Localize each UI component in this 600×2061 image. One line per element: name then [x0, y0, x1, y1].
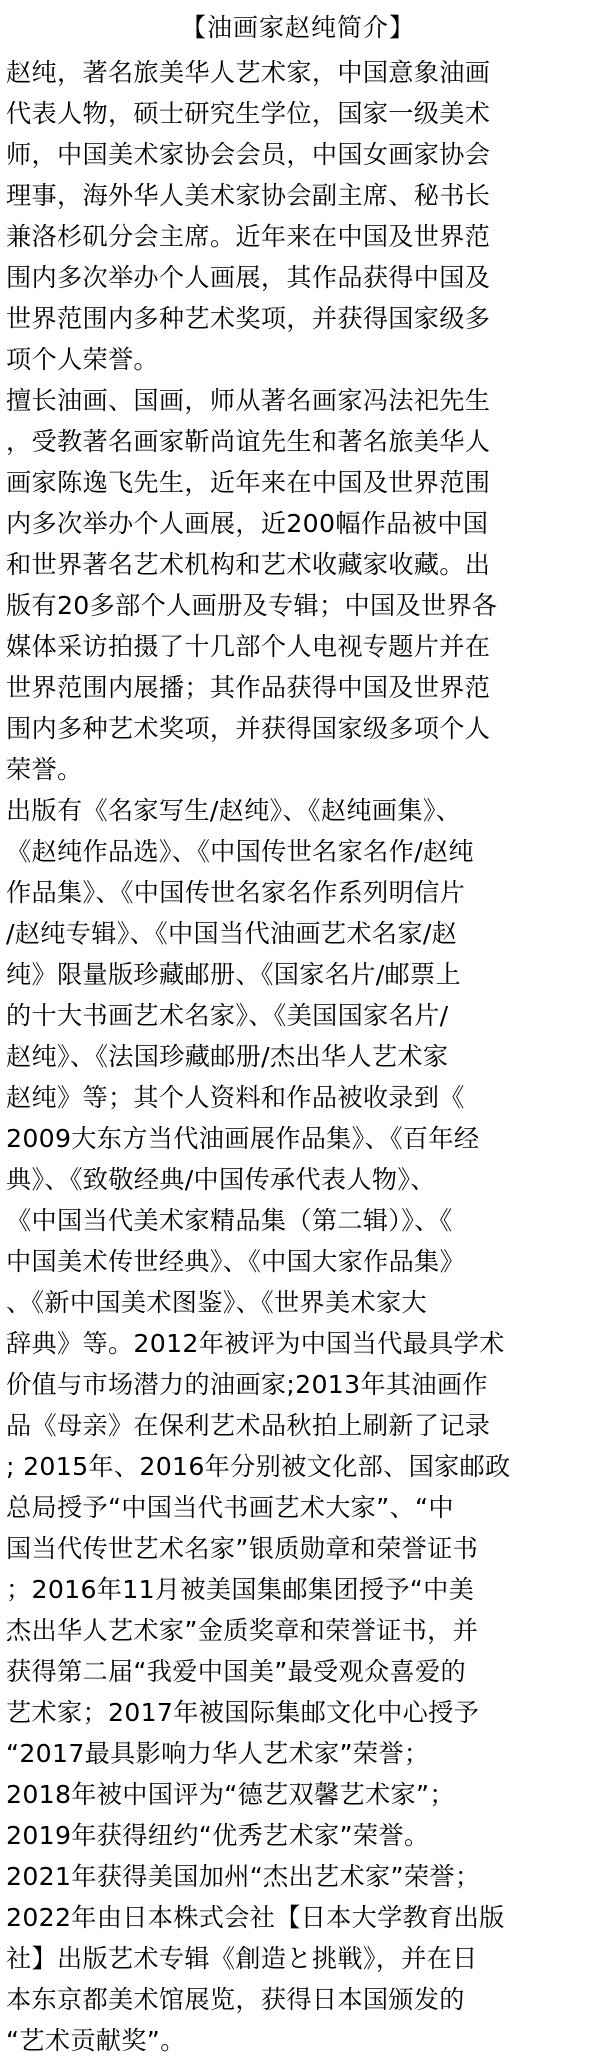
text-line: 价值与市场潜力的油画家;2013年其油画作	[6, 1370, 488, 1399]
text-line: 纯》限量版珍藏邮册、《国家名片/邮票上	[6, 960, 461, 989]
text-line: 赵纯》等；其个人资料和作品被收录到《	[6, 1083, 465, 1112]
text-line: 、《新中国美术图鉴》、《世界美术家大	[6, 1288, 427, 1317]
text-line: ，受教著名画家靳尚谊先生和著名旅美华人	[6, 427, 491, 456]
text-line: 总局授予“中国当代书画艺术大家”、“中	[6, 1493, 454, 1522]
text-line: 项个人荣誉。	[6, 345, 159, 374]
text-line: 中国美术传世经典》、《中国大家作品集》	[6, 1247, 466, 1276]
text-line: “2017最具影响力华人艺术家”荣誉；	[6, 1739, 430, 1768]
text-line: 赵纯》、《法国珍藏邮册/杰出华人艺术家	[6, 1042, 449, 1071]
text-line: 围内多种艺术奖项，并获得国家级多项个人	[6, 714, 491, 743]
text-line: 典》、《致敬经典/中国传承代表人物》、	[6, 1165, 436, 1194]
text-line: 2019年获得纽约“优秀艺术家”荣誉。	[6, 1821, 430, 1850]
text-line: 品《母亲》在保利艺术品秋拍上刷新了记录	[6, 1411, 491, 1440]
text-line: 2009大东方当代油画展作品集》、《百年经	[6, 1124, 480, 1153]
text-line: ; 2015年、2016年分别被文化部、国家邮政	[6, 1452, 511, 1481]
text-line: 《中国当代美术家精品集（第二辑）》、《	[6, 1206, 453, 1235]
text-line: 世界范围内多种艺术奖项，并获得国家级多	[6, 304, 491, 333]
text-line: 画家陈逸飞先生，近年来在中国及世界范围	[6, 468, 491, 497]
text-line: 国当代传世艺术名家”银质勋章和荣誉证书	[6, 1534, 479, 1563]
text-line: 版有20多部个人画册及专辑；中国及世界各	[6, 591, 498, 620]
page-title: 【油画家赵纯简介】	[180, 13, 415, 42]
text-line: 理事，海外华人美术家协会副主席、秘书长	[6, 181, 491, 210]
text-line: 世界范围内展播；其作品获得中国及世界范	[6, 673, 491, 702]
biography-body	[6, 52, 590, 2061]
text-line: 2018年被中国评为“德艺双馨艺术家”；	[6, 1780, 455, 1809]
text-line: ；2016年11月被美国集邮集团授予“中美	[6, 1575, 475, 1604]
text-line: 2021年获得美国加州“杰出艺术家”荣誉；	[6, 1862, 481, 1891]
text-line: 杰出华人艺术家”金质奖章和荣誉证书，并	[6, 1616, 479, 1645]
text-line: 辞典》等。2012年被评为中国当代最具学术	[6, 1329, 505, 1358]
text-line: 媒体采访拍摄了十几部个人电视专题片并在	[6, 632, 491, 661]
text-line: 和世界著名艺术机构和艺术收藏家收藏。出	[6, 550, 491, 579]
text-line: 内多次举办个人画展，近200幅作品被中国	[6, 509, 489, 538]
text-line: 围内多次举办个人画展，其作品获得中国及	[6, 263, 491, 292]
text-line: 作品集》、《中国传世名家名作系列明信片	[6, 878, 466, 907]
text-line: 赵纯，著名旅美华人艺术家，中国意象油画	[6, 58, 491, 87]
text-line: 获得第二届“我爱中国美”最受观众喜爱的	[6, 1657, 466, 1686]
text-line: 代表人物，硕士研究生学位，国家一级美术	[6, 99, 491, 128]
text-line: 的十大书画艺术名家》、《美国国家名片/	[6, 1001, 449, 1030]
text-line: 擅长油画、国画，师从著名画家冯法祀先生	[6, 386, 491, 415]
text-line: 兼洛杉矶分会主席。近年来在中国及世界范	[6, 222, 491, 251]
text-line: 2022年由日本株式会社【日本大学教育出版	[6, 1903, 505, 1932]
text-line: “艺术贡献奖”。	[6, 2026, 186, 2055]
text-line: 《赵纯作品选》、《中国传世名家名作/赵纯	[6, 837, 474, 866]
text-line: 艺术家；2017年被国际集邮文化中心授予	[6, 1698, 480, 1727]
text-line: 荣誉。	[6, 755, 83, 784]
text-line: 社】出版艺术专辑《創造と挑戦》，并在日	[6, 1944, 478, 1973]
text-line: 本东京都美术馆展览，获得日本国颁发的	[6, 1985, 465, 2014]
text-line: 师，中国美术家协会会员，中国女画家协会	[6, 140, 491, 169]
text-line: 出版有《名家写生/赵纯》、《赵纯画集》、	[6, 796, 462, 825]
text-line: /赵纯专辑》、《中国当代油画艺术名家/赵	[6, 919, 458, 948]
